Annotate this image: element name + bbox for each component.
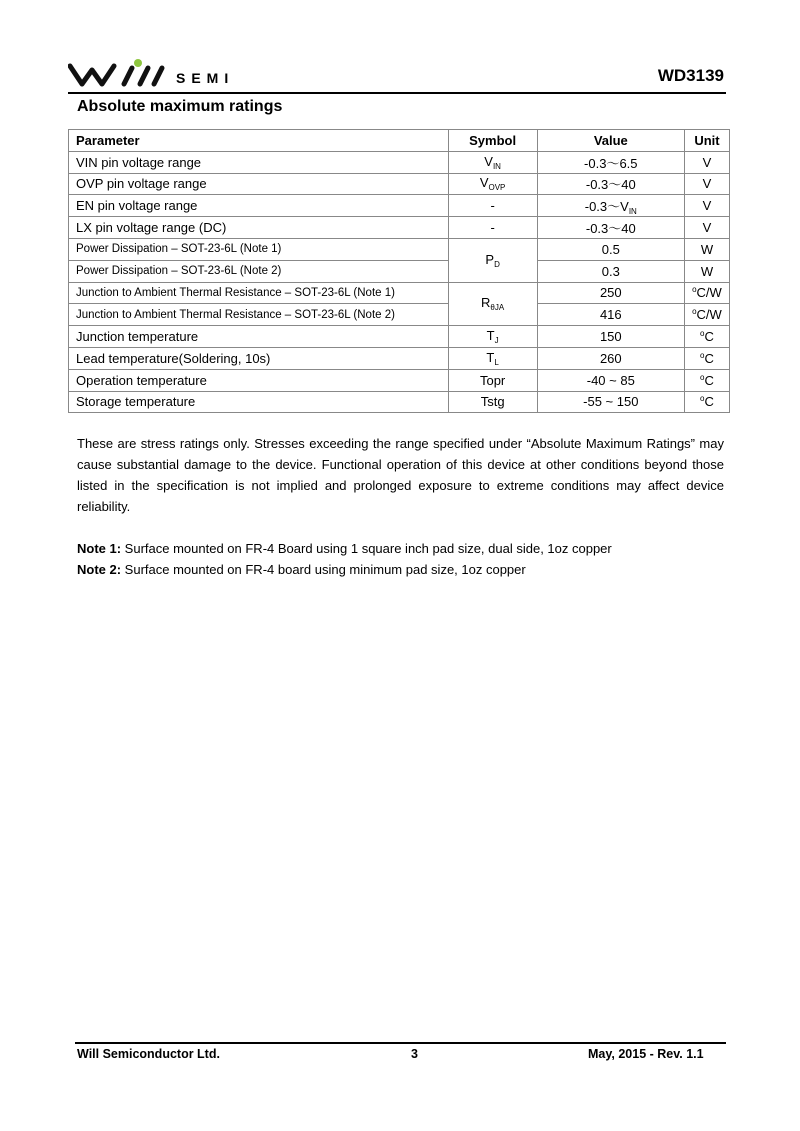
note-2 — [77, 562, 526, 577]
logo-text: SEMI — [176, 70, 235, 86]
table-row — [69, 217, 730, 239]
parameter-cell: Lead temperature(Soldering, 10s) — [69, 347, 449, 369]
parameter-cell: OVP pin voltage range — [69, 173, 449, 195]
value-cell: 0.5 — [537, 238, 684, 260]
parameter-cell: Junction to Ambient Thermal Resistance – SOT-23-6L (Note 2) — [69, 304, 449, 326]
unit-cell: $^o$C — [684, 326, 729, 348]
table-row — [69, 391, 730, 413]
unit-cell: $^o$C — [684, 347, 729, 369]
header-symbol: Symbol — [448, 130, 537, 152]
footer-divider — [75, 1042, 726, 1044]
value-cell: $-0.3\sim V_{IN}$ — [537, 195, 684, 217]
unit-cell: $^o$C — [684, 391, 729, 413]
parameter-cell: VIN pin voltage range — [69, 151, 449, 173]
value-cell: 0.3 — [537, 260, 684, 282]
unit-cell: W — [684, 260, 729, 282]
value-cell: 150 — [537, 326, 684, 348]
header-value: Value — [537, 130, 684, 152]
parameter-cell: EN pin voltage range — [69, 195, 449, 217]
value-cell: 416 — [537, 304, 684, 326]
value-cell: -55 ~ 150 — [537, 391, 684, 413]
note-label: Note 2: — [77, 562, 122, 577]
footer-company: Will Semiconductor Ltd. — [77, 1047, 220, 1061]
symbol-cell: Topr — [448, 369, 537, 391]
parameter-cell: Junction to Ambient Thermal Resistance – SOT-23-6L (Note 1) — [69, 282, 449, 304]
header-parameter: Parameter — [69, 130, 449, 152]
unit-cell: V — [684, 195, 729, 217]
absolute-maximum-ratings-table — [68, 129, 730, 413]
symbol-cell: $V_{IN}$ — [448, 151, 537, 173]
table-row — [69, 369, 730, 391]
value-cell: -40 ~ 85 — [537, 369, 684, 391]
symbol-cell: $T_L$ — [448, 347, 537, 369]
table-row — [69, 260, 730, 282]
unit-cell: $^o$C/W — [684, 304, 729, 326]
parameter-cell: Storage temperature — [69, 391, 449, 413]
symbol-cell: - — [448, 195, 537, 217]
note-1 — [77, 541, 612, 556]
table-row — [69, 173, 730, 195]
stress-ratings-paragraph: These are stress ratings only. Stresses exceeding the range specified under “Absolute Maximum Ratings” may cause substantial damage to the device. Functional operation of this device at other conditions beyond those listed in the specification is not implied and prolonged exposure to extreme conditions may affect device reliability. — [77, 436, 724, 514]
footer-page-number: 3 — [411, 1047, 418, 1061]
header-unit: Unit — [684, 130, 729, 152]
table-row — [69, 238, 730, 260]
value-cell: -0.3～40 — [537, 217, 684, 239]
unit-cell: V — [684, 173, 729, 195]
page-header — [68, 56, 726, 94]
table-header-row — [69, 130, 730, 152]
symbol-cell-pd: $P_D$ — [448, 238, 537, 282]
parameter-cell: Junction temperature — [69, 326, 449, 348]
unit-cell: V — [684, 151, 729, 173]
unit-cell: $^o$C/W — [684, 282, 729, 304]
unit-cell: $^o$C — [684, 369, 729, 391]
footer-date-revision: May, 2015 - Rev. 1.1 — [588, 1047, 704, 1061]
table-row — [69, 282, 730, 304]
value-cell: 250 — [537, 282, 684, 304]
note-text: Surface mounted on FR-4 Board using 1 square inch pad size, dual side, 1oz copper — [121, 541, 612, 556]
section-title: Absolute maximum ratings — [77, 98, 283, 115]
value-cell: -0.3～6.5 — [537, 151, 684, 173]
note-text: Surface mounted on FR-4 board using minimum pad size, 1oz copper — [121, 562, 526, 577]
symbol-cell: $V_{OVP}$ — [448, 173, 537, 195]
unit-cell: V — [684, 217, 729, 239]
table-row — [69, 195, 730, 217]
value-cell: 260 — [537, 347, 684, 369]
symbol-cell: $T_J$ — [448, 326, 537, 348]
parameter-cell: Power Dissipation – SOT-23-6L (Note 2) — [69, 260, 449, 282]
value-cell: -0.3～40 — [537, 173, 684, 195]
table-row — [69, 326, 730, 348]
parameter-cell: Operation temperature — [69, 369, 449, 391]
table-row — [69, 347, 730, 369]
table-row — [69, 151, 730, 173]
parameter-cell: LX pin voltage range (DC) — [69, 217, 449, 239]
note-label: Note 1: — [77, 541, 122, 556]
symbol-cell-rja: $R_{\theta JA}$ — [448, 282, 537, 326]
symbol-cell: Tstg — [448, 391, 537, 413]
parameter-cell: Power Dissipation – SOT-23-6L (Note 1) — [69, 238, 449, 260]
unit-cell: W — [684, 238, 729, 260]
symbol-cell: - — [448, 217, 537, 239]
header-divider — [68, 92, 726, 94]
table-row — [69, 304, 730, 326]
document-code: WD3139 — [657, 66, 724, 85]
